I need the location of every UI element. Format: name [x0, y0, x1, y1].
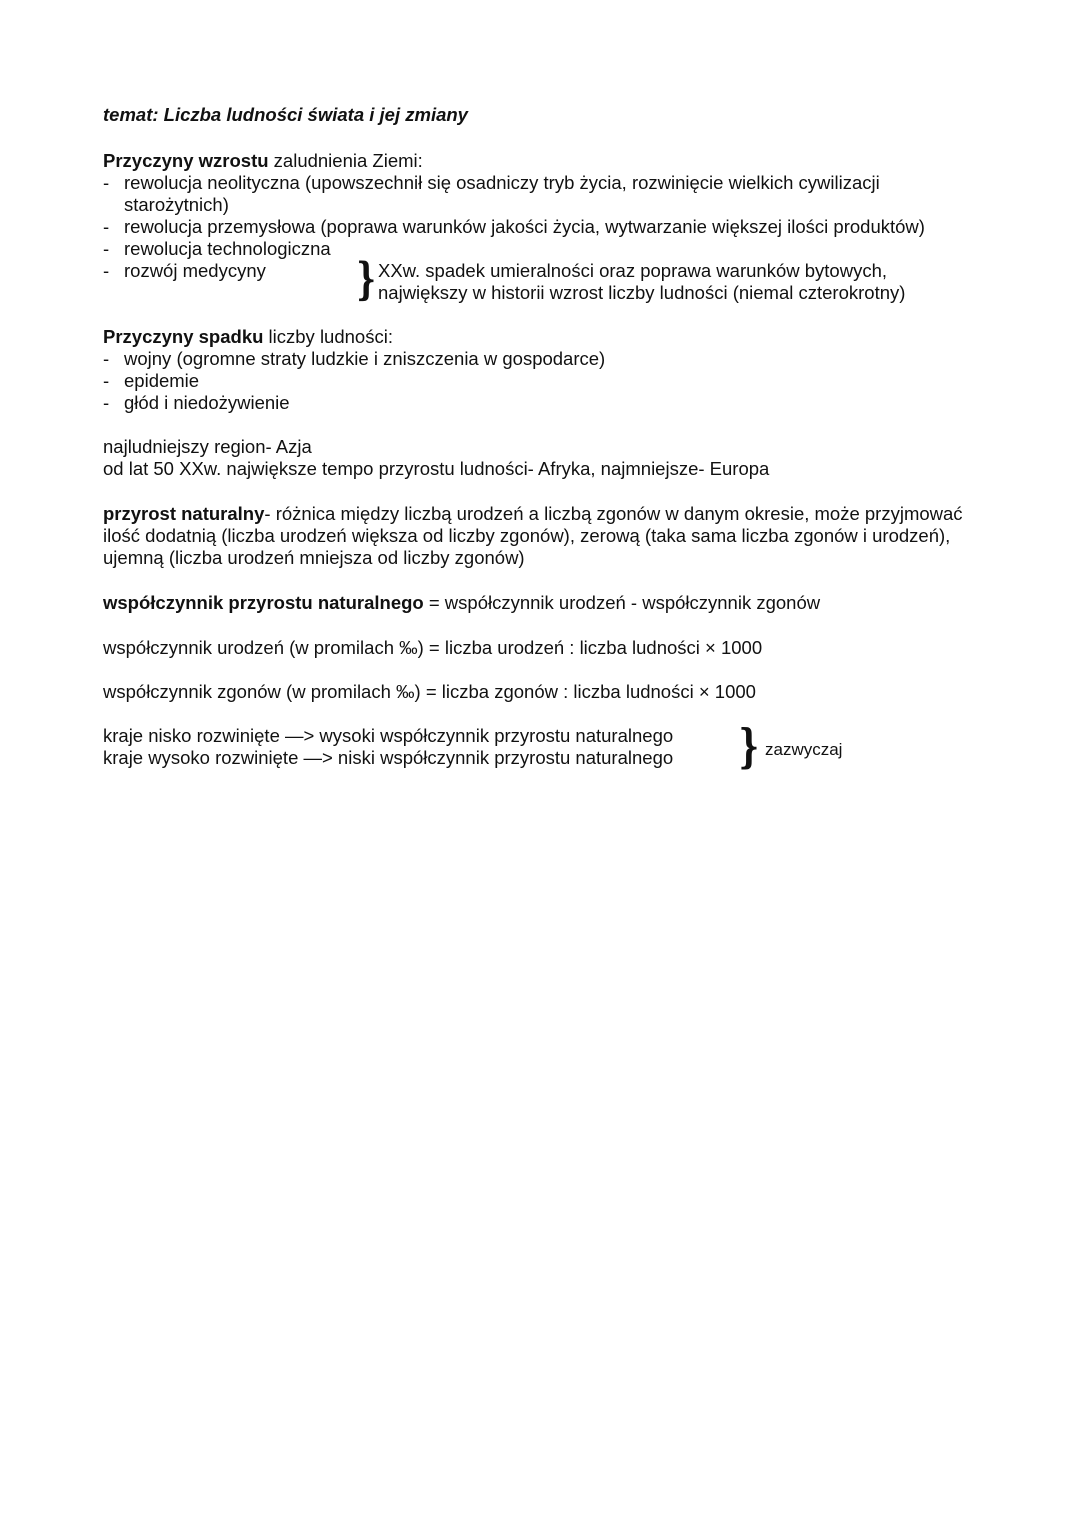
countries-line2: kraje wysoko rozwinięte —> niski współczynnik przyrostu naturalnego	[103, 747, 674, 768]
natural-growth-text: - różnica między liczbą urodzeń a liczbą zgonów w danym okresie, może przyjmować ilość dodatnią (liczba urodzeń większa od liczby zgonów), zerową (taka sama liczba zgonów i urodzeń), ujemną (liczba urodzeń mniejsza od liczby zgonów)	[103, 503, 963, 568]
decline-heading-bold: Przyczyny spadku	[103, 326, 264, 347]
countries-section	[103, 725, 743, 769]
region-section	[103, 436, 983, 480]
growth-brace-note-line1: XXw. spadek umieralności oraz poprawa warunków bytowych,	[378, 260, 887, 281]
countries-note: zazwyczaj	[765, 740, 843, 759]
growth-brace-note-line2: największy w historii wzrost liczby ludności (niemal czterokrotny)	[378, 282, 906, 303]
countries-line1: kraje nisko rozwinięte —> wysoki współczynnik przyrostu naturalnego	[103, 725, 674, 746]
coefficient-rest: = współczynnik urodzeń - współczynnik zgonów	[423, 592, 821, 613]
decline-section	[103, 326, 983, 414]
formula-births: współczynnik urodzeń (w promilach ‰) = liczba urodzeń : liczba ludności × 1000	[103, 637, 763, 658]
decline-list	[103, 348, 983, 414]
page-title: temat: Liczba ludności świata i jej zmiany	[103, 104, 468, 125]
region-line1: najludniejszy region- Azja	[103, 436, 312, 457]
list-item: - rewolucja przemysłowa (poprawa warunków jakości życia, wytwarzanie większej ilości produktów)	[103, 216, 983, 238]
list-item: - rozwój medycyny	[103, 260, 983, 282]
list-item: - wojny (ogromne straty ludzkie i zniszczenia w gospodarce)	[103, 348, 983, 370]
list-item: - rewolucja neolityczna (upowszechnił się osadniczy tryb życia, rozwinięcie wielkich cywilizacji starożytnich)	[103, 172, 983, 216]
countries-brace-icon: }	[738, 719, 760, 773]
growth-heading	[103, 150, 983, 172]
natural-growth-term: przyrost naturalny	[103, 503, 265, 524]
growth-brace-icon: }	[356, 254, 377, 305]
list-item: - głód i niedożywienie	[103, 392, 983, 414]
natural-growth-definition	[103, 503, 973, 569]
list-item: - epidemie	[103, 370, 983, 392]
list-item: - rewolucja technologiczna	[103, 238, 983, 260]
coefficient-term: współczynnik przyrostu naturalnego	[103, 592, 424, 613]
coefficient-line	[103, 592, 983, 614]
growth-heading-bold: Przyczyny wzrostu	[103, 150, 269, 171]
decline-heading	[103, 326, 983, 348]
region-line2: od lat 50 XXw. największe tempo przyrostu ludności- Afryka, najmniejsze- Europa	[103, 458, 770, 479]
decline-heading-rest: liczby ludności:	[263, 326, 393, 347]
formula-deaths: współczynnik zgonów (w promilach ‰) = liczba zgonów : liczba ludności × 1000	[103, 681, 756, 702]
growth-heading-rest: zaludnienia Ziemi:	[268, 150, 423, 171]
